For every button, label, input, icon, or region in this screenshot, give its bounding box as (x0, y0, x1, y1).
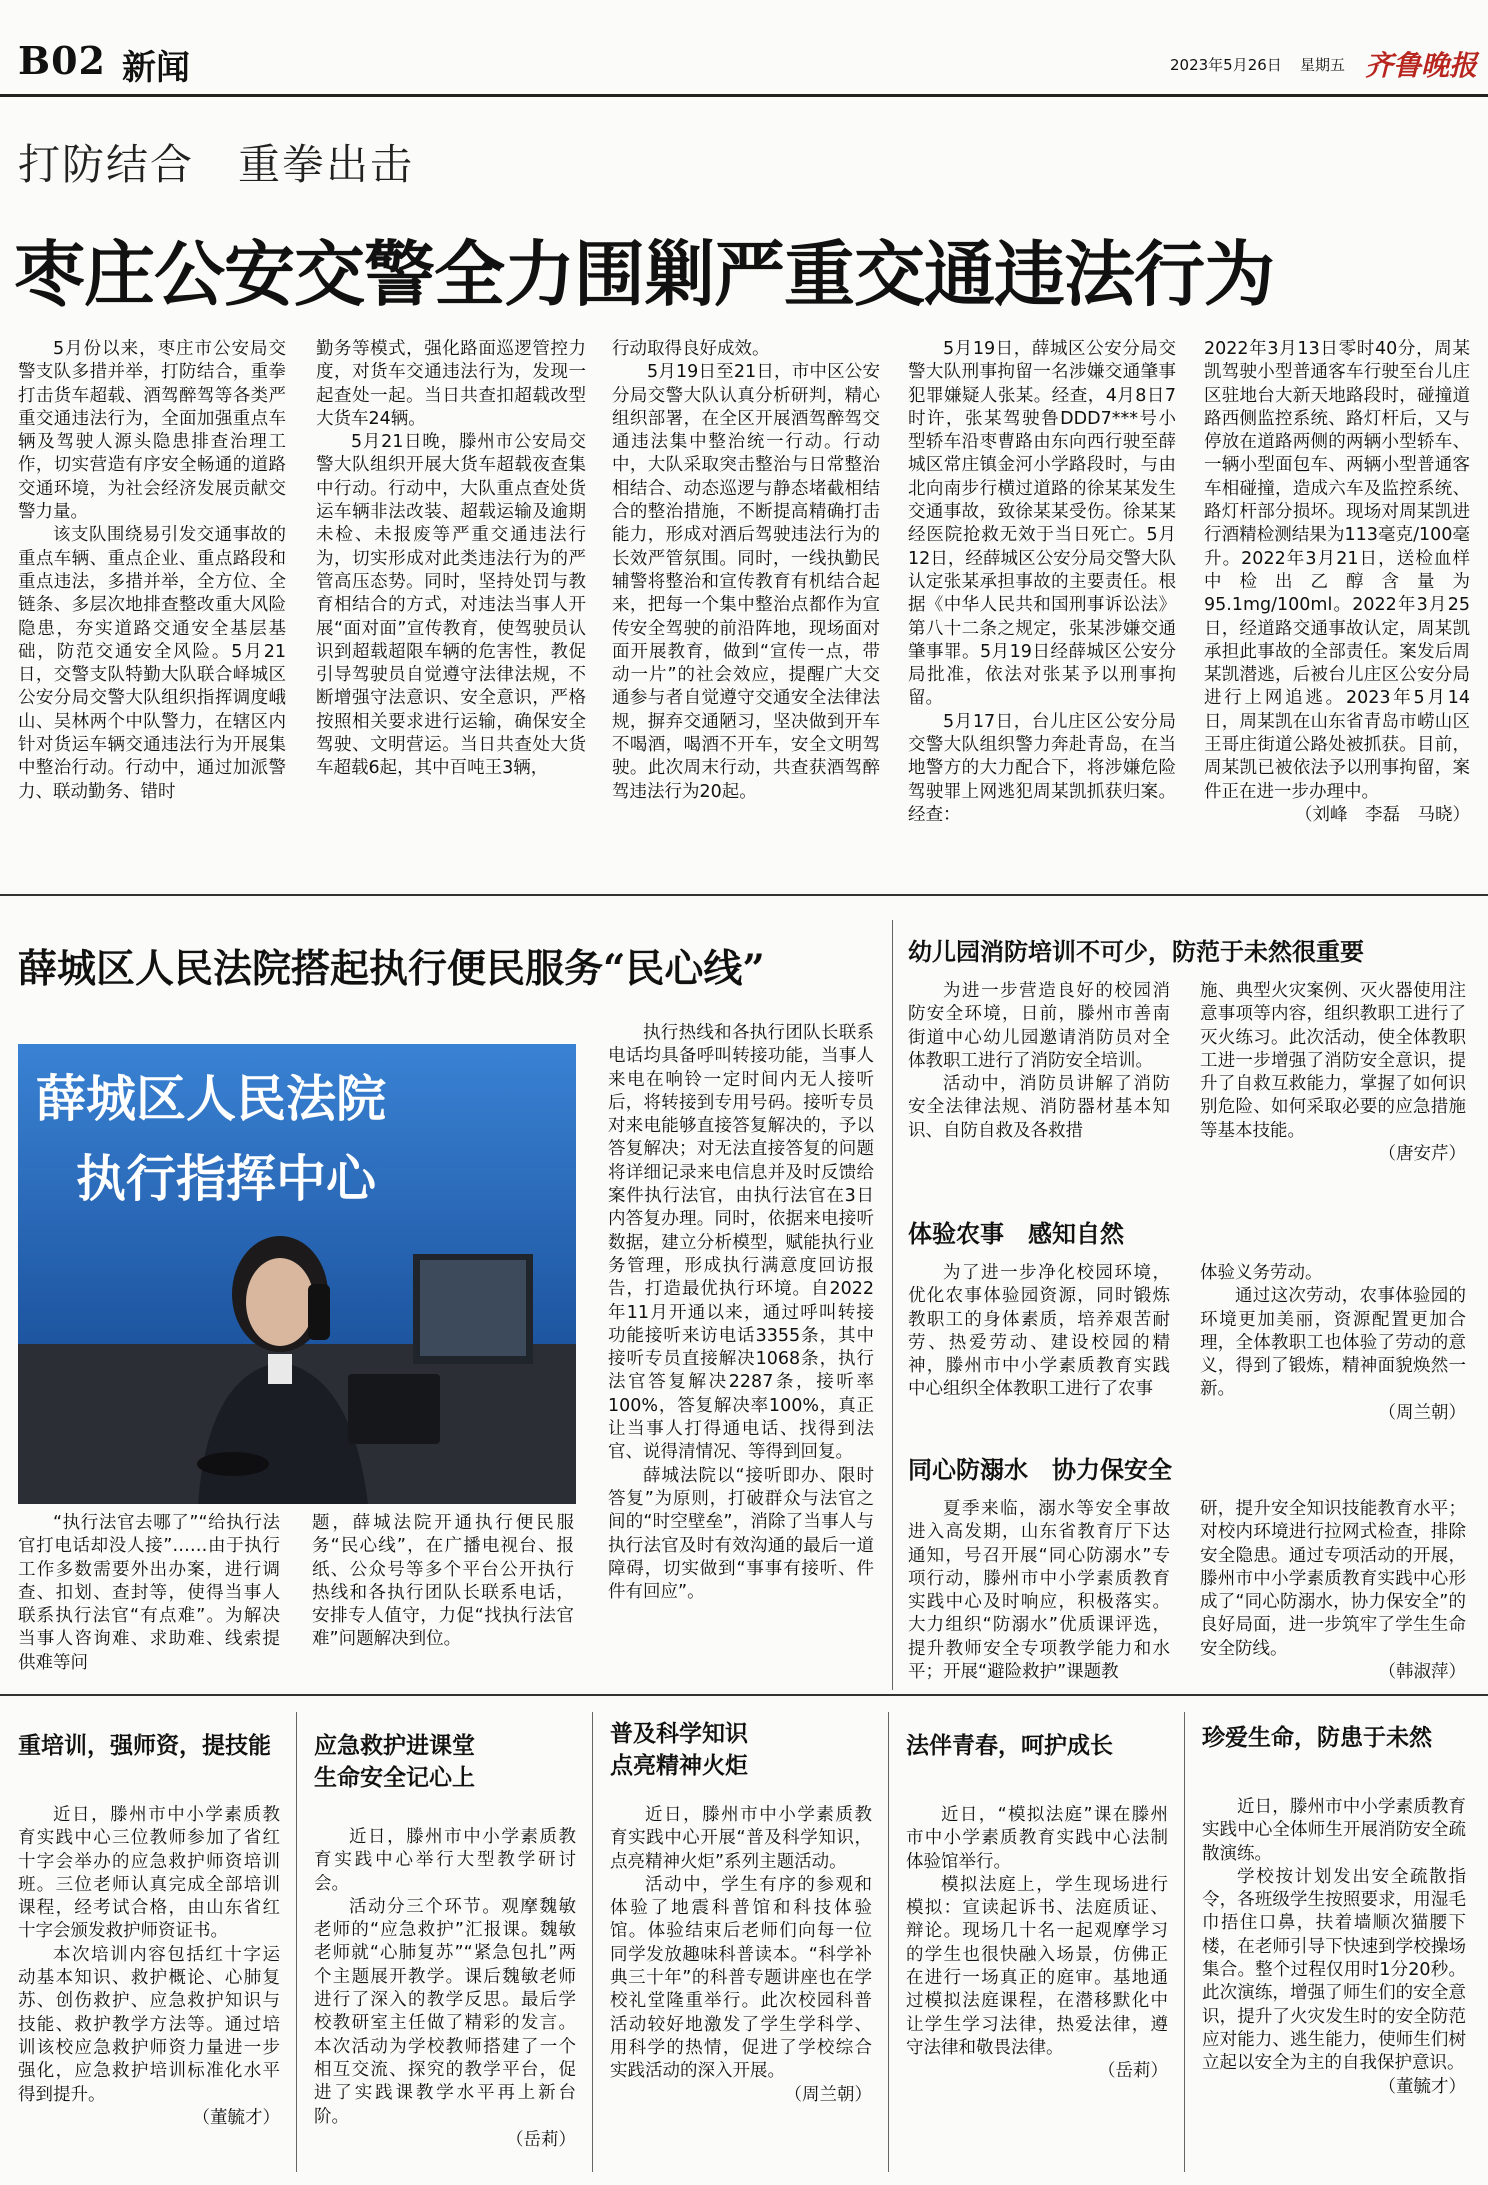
paragraph: 研，提升安全知识技能教育水平；对校内环境进行拉网式检查，排除安全隐患。通过专项活动的开展，滕州市中小学素质教育实践中心形成了“同心防溺水，协力保安全”的良好局面，进一步筑牢了学生生命安全防线。 (1200, 1499, 1466, 1659)
top-story-col-1 (18, 338, 286, 804)
bottom-story-4-body (906, 1804, 1168, 2084)
paragraph: 近日，滕州市中小学素质教育实践中心全体师生开展消防安全疏散演练。 (1202, 1797, 1466, 1864)
paragraph: 执行热线和各执行团队长联系电话均具备呼叫转接功能，当事人来电在响铃一定时间内无人接听后，将转接到专用号码。接听专员对来电能够直接答复解决的，予以答复解决；对无法直接答复的问题将详细记录来电信息并及时反馈给案件执行法官，由执行法官在3日内答复办理。同时，依据来电接听数据，建立分析模型，赋能执行业务管理，形成执行满意度回访报告，打造最优执行环境。自2022年11月开通以来，通过呼叫转接功能接听来访电话3355条，其中接听专员直接解决1068条，执行法官答复解决2287条，接听率100%，答复解决率100%，真正让当事人打得通电话、找得到法官、说得清情况、等得到回复。 (608, 1023, 874, 1463)
bottom-story-3-title: 普及科学知识 点亮精神火炬 (610, 1721, 748, 1779)
court-story-col-b (312, 1512, 574, 1652)
paragraph: 活动中，学生有序的参观和体验了地震科普馆和科技体验馆。体验结束后老师们向每一位同学发放趣味科普读本。“科学补典三十年”的科普专题讲座也在学校礼堂隆重举行。此次校园科普活动较好地激发了学生学科学、用科学的热情，促进了学校综合实践活动的深入开展。 (610, 1874, 872, 2082)
byline: （岳莉） (506, 2129, 576, 2150)
side-story-1-title: 幼儿园消防培训不可少，防范于未然很重要 (908, 938, 1364, 966)
paragraph: 体验义务劳动。 (1200, 1263, 1323, 1283)
byline: （周兰朝） (784, 2084, 872, 2105)
byline: （周兰朝） (1378, 1402, 1466, 1423)
paragraph: 勤务等模式，强化路面巡逻管控力度，对货车交通违法行为，发现一起查处一起。当日共查扣超载改型大货车24辆。 (316, 339, 586, 429)
byline: （刘峰 李磊 马晓） (1295, 804, 1470, 825)
column-divider (296, 1712, 297, 2172)
paragraph: 5月17日，台儿庄区公安分局交警大队组织警力奔赴青岛，在当地警方的大力配合下，将涉嫌危险驾驶罪上网逃犯周某凯抓获归案。经查： (908, 711, 1176, 825)
masthead-logo: 齐鲁晚报 (1365, 49, 1478, 82)
top-story-col-5 (1204, 338, 1470, 827)
side-story-3-col-a (908, 1498, 1170, 1684)
mouse-icon (197, 1452, 269, 1476)
desk-phone-icon (348, 1374, 440, 1444)
bottom-story-5-title: 珍爱生命，防患于未然 (1202, 1725, 1432, 1751)
byline: （唐安芹） (1378, 1144, 1466, 1165)
section-divider (0, 1694, 1488, 1696)
command-center-photo (18, 1044, 576, 1504)
paragraph: 活动中，消防员讲解了消防安全法律法规、消防器材基本知识、自防自救及各救措 (908, 1074, 1170, 1141)
bottom-story-1-body (18, 1804, 280, 2130)
column-divider (892, 920, 893, 1690)
court-story-col-c (608, 1022, 874, 1604)
person-face (246, 1258, 314, 1346)
paragraph: 夏季来临，溺水等安全事故进入高发期，山东省教育厅下达通知，号召开展“同心防溺水”专项行动，滕州市中小学素质教育实践中心及时响应，积极落实。大力组织“防溺水”优质课评选，提升教师安全专项教学能力和水平；开展“避险救护”课题教 (908, 1499, 1170, 1683)
byline: （董毓才） (192, 2107, 280, 2128)
paragraph: 行动取得良好成效。 (612, 339, 770, 359)
byline: （韩淑萍） (1378, 1662, 1466, 1683)
paragraph: 活动分三个环节。观摩魏敏老师的“应急救护”汇报课。魏敏老师就“心肺复苏”“紧急包扎”两个主题展开教学。课后魏敏老师进行了深入的教学反思。最后学校教研室主任做了精彩的发言。本次活动为学校教师搭建了一个相互交流、探究的教学平台，促进了实践课教学水平再上新台阶。 (314, 1896, 576, 2127)
phone-handset-icon (308, 1284, 330, 1340)
side-story-2-title: 体验农事 感知自然 (908, 1220, 1124, 1248)
bottom-story-2-title: 应急救护进课堂 生命安全记心上 (314, 1733, 475, 1791)
court-photo (18, 1044, 576, 1504)
top-story-col-4 (908, 338, 1176, 827)
bottom-story-5-body (1202, 1796, 1466, 2099)
paragraph: 题，薛城法院开通执行便民服务“民心线”，在广播电视台、报纸、公众号等多个平台公开执行热线和各执行团队长联系电话，安排专人值守，力促“找执行法官难”问题解决到位。 (312, 1513, 574, 1650)
paragraph: 近日，滕州市中小学素质教育实践中心三位教师参加了省红十字会举办的应急救护师资培训班。三位老师认真完成全部培训课程，经考试合格，由山东省红十字会颁发救护师资证书。 (18, 1805, 280, 1942)
side-story-3-title: 同心防溺水 协力保安全 (908, 1456, 1172, 1484)
paragraph: 近日，“模拟法庭”课在滕州市中小学素质教育实践中心法制体验馆举行。 (906, 1805, 1168, 1872)
paragraph: 2022年3月13日零时40分，周某凯驾驶小型普通客车行驶至台儿庄区驻地台大新天地路段时，碰撞道路西侧监控系统、路灯杆后，又与停放在道路两侧的两辆小型轿车、一辆小型面包车、两辆小型普通客车相碰撞，造成六车及监控系统、路灯杆部分损坏。现场对周某凯进行酒精检测结果为113毫克/100毫升。2022年3月21日，送检血样中检出乙醇含量为95.1mg/100ml。2022年3月25日，经道路交通事故认定，周某凯承担此事故的全部责任。案发后周某凯潜逃，后被台儿庄区公安分局进行上网追逃。2023年5月14日，周某凯在山东省青岛市崂山区王哥庄街道公路处被抓获。目前，周某凯已被依法予以刑事拘留，案件正在进一步办理中。 (1204, 339, 1470, 802)
side-story-3-col-b (1200, 1498, 1466, 1684)
header-rule (0, 94, 1488, 97)
paragraph: 薛城法院以“接听即办、限时答复”为原则，打破群众与法官之间的“时空壁垒”，消除了当事人与执行法官及时有效沟通的最后一道障碍，切实做到“事事有接听、件件有回应”。 (608, 1465, 874, 1603)
paragraph: 为了进一步净化校园环境，优化农事体验园资源，同时锻炼教职工的身体素质，培养艰苦耐劳、热爱劳动、建设校园的精神，滕州市中小学素质教育实践中心组织全体教职工进行了农事 (908, 1263, 1170, 1400)
paragraph: 近日，滕州市中小学素质教育实践中心开展“普及科学知识，点亮精神火炬”系列主题活动。 (610, 1805, 872, 1872)
paragraph: 本次培训内容包括红十字运动基本知识、救护概论、心肺复苏、创伤救护、应急救护知识与技能、救护教学方法等。通过培训该校应急救护师资力量进一步强化，应急救护培训标准化水平得到提升。 (18, 1944, 280, 2105)
issue-date: 2023年5月26日 (1170, 56, 1282, 74)
court-story-col-a (18, 1512, 280, 1675)
byline: （董毓才） (1378, 2076, 1466, 2097)
bottom-story-2-body (314, 1826, 576, 2152)
paragraph: “执行法官去哪了”“给执行法官打电话却没人接”……由于执行工作多数需要外出办案，进行调查、扣划、查封等，使得当事人联系执行法官“有点难”。为解决当事人咨询难、求助难、线索提供难等问 (18, 1513, 280, 1673)
side-story-2-col-b (1200, 1262, 1466, 1425)
side-story-1-col-b (1200, 980, 1466, 1166)
paragraph: 学校按计划发出安全疏散指令，各班级学生按照要求，用湿毛巾捂住口鼻，扶着墙顺次猫腰下楼，在老师引导下快速到学校操场集合。整个过程仅用时1分20秒。此次演练，增强了师生们的安全意识，提升了火灾发生时的安全防范应对能力、逃生能力，使师生们树立起以安全为主的自我保护意识。 (1202, 1866, 1466, 2074)
top-story-col-3 (612, 338, 880, 804)
top-story-kicker: 打防结合 重拳出击 (18, 140, 415, 189)
column-divider (888, 1712, 889, 2172)
section-divider (0, 894, 1488, 896)
paragraph: 通过这次劳动，农事体验园的环境更加美丽，资源配置更加合理，全体教职工也体验了劳动的意义，得到了锻炼，精神面貌焕然一新。 (1200, 1286, 1466, 1400)
paragraph: 近日，滕州市中小学素质教育实践中心举行大型教学研讨会。 (314, 1827, 576, 1894)
section-name: 新闻 (122, 48, 190, 88)
paragraph: 5月19日，薛城区公安分局交警大队刑事拘留一名涉嫌交通肇事犯罪嫌疑人张某。经查，4月8日7时许，张某驾驶鲁DDD7***号小型轿车沿枣曹路由东向西行驶至薛城区常庄镇金河小学路段时，与由北向南步行横过道路的徐某某发生交通事故，致徐某某受伤。徐某某经医院抢救无效于当日死亡。5月12日，经薛城区公安分局交警大队认定张某承担事故的主要责任。根据《中华人民共和国刑事诉讼法》第八十二条之规定，张某涉嫌交通肇事罪。5月19日经薛城区公安分局批准，依法对张某予以刑事拘留。 (908, 339, 1176, 709)
paragraph: 施、典型火灾案例、灭火器使用注意事项等内容，组织教职工进行了灭火练习。此次活动，使全体教职工进一步增强了消防安全意识，提升了自救互救能力，掌握了如何识别危险、如何采取必要的应急措施等基本技能。 (1200, 981, 1466, 1141)
photo-sign-line-2: 执行指挥中心 (76, 1150, 376, 1208)
paragraph: 模拟法庭上，学生现场进行模拟：宣读起诉书、法庭质证、辩论。现场几十名一起观摩学习的学生也很快融入场景，仿佛正在进行一场真正的庭审。基地通过模拟法庭课程，在潜移默化中让学生学习法律，热爱法律，遵守法律和敬畏法律。 (906, 1874, 1168, 2058)
paragraph: 5月份以来，枣庄市公安局交警支队多措并举，打防结合，重拳打击货车超载、酒驾醉驾等各类严重交通违法行为，全面加强重点车辆及驾驶人源头隐患排查治理工作，切实营造有序安全畅通的道路交通环境，为社会经济发展贡献交警力量。 (18, 339, 286, 523)
column-divider (1184, 1712, 1185, 2172)
side-story-1-col-a (908, 980, 1170, 1143)
photo-sign-line-1: 薛城区人民法院 (36, 1070, 386, 1128)
top-story-headline: 枣庄公安交警全力围剿严重交通违法行为 (14, 232, 1275, 316)
column-divider (592, 1712, 593, 2172)
bottom-story-3-body (610, 1804, 872, 2107)
byline: （岳莉） (1098, 2061, 1168, 2082)
side-story-2-col-a (908, 1262, 1170, 1402)
paragraph: 为进一步营造良好的校园消防安全环境，日前，滕州市善南街道中心幼儿园邀请消防员对全体教职工进行了消防安全培训。 (908, 981, 1170, 1071)
paragraph: 5月21日晚，滕州市公安局交警大队组织开展大货车超载夜查集中行动。行动中，大队重点查处货运车辆非法改装、超载运输及逾期未检、未报废等严重交通违法行为，切实形成对此类违法行为的严管高压态势。同时，坚持处罚与教育相结合的方式，对违法当事人开展“面对面”宣传教育，使驾驶员认识到超载超限车辆的危害性，教促引导驾驶员自觉遵守法律法规，不断增强守法意识、安全意识，严格按照相关要求进行运输，确保安全驾驶、文明营运。当日共查处大货车超载6起，其中百吨王3辆， (316, 432, 586, 779)
paragraph: 该支队围绕易引发交通事故的重点车辆、重点企业、重点路段和重点违法，多措并举，全方位、全链条、多层次地排查整改重大风险隐患，夯实道路交通安全基层基础，防范交通安全风险。5月21日，交警支队特勤大队联合峄城区公安分局交警大队组织指挥调度峨山、吴林两个中队警力，在辖区内针对货运车辆交通违法行为开展集中整治行动。行动中，通过加派警力、联动勤务、错时 (18, 525, 286, 802)
issue-weekday: 星期五 (1300, 56, 1346, 74)
court-story-headline: 薛城区人民法院搭起执行便民服务“民心线” (18, 946, 765, 992)
bottom-story-4-title: 法伴青春，呵护成长 (906, 1733, 1113, 1759)
page-number: B02 (18, 38, 106, 83)
paragraph: 5月19日至21日，市中区公安分局交警大队认真分析研判，精心组织部署，在全区开展酒驾醉驾交通违法集中整治统一行动。行动中，大队采取突击整治与日常整治相结合、动态巡逻与静态堵截相结合的整治措施，不断提高精确打击能力，形成对酒后驾驶违法行为的长效严管氛围。同时，一线执勤民辅警将整治和宣传教育有机结合起来，把每一个集中整治点都作为宣传安全驾驶的前沿阵地，现场面对面开展教育，做到“宣传一点，带动一片”的社会效应，提醒广大交通参与者自觉遵守交通安全法律法规，摒弃交通陋习，坚决做到开车不喝酒，喝酒不开车，安全文明驾驶。此次周末行动，共查获酒驾醉驾违法行为20起。 (612, 362, 880, 802)
top-story-col-2 (316, 338, 586, 781)
bottom-story-1-title: 重培训，强师资，提技能 (18, 1733, 271, 1759)
